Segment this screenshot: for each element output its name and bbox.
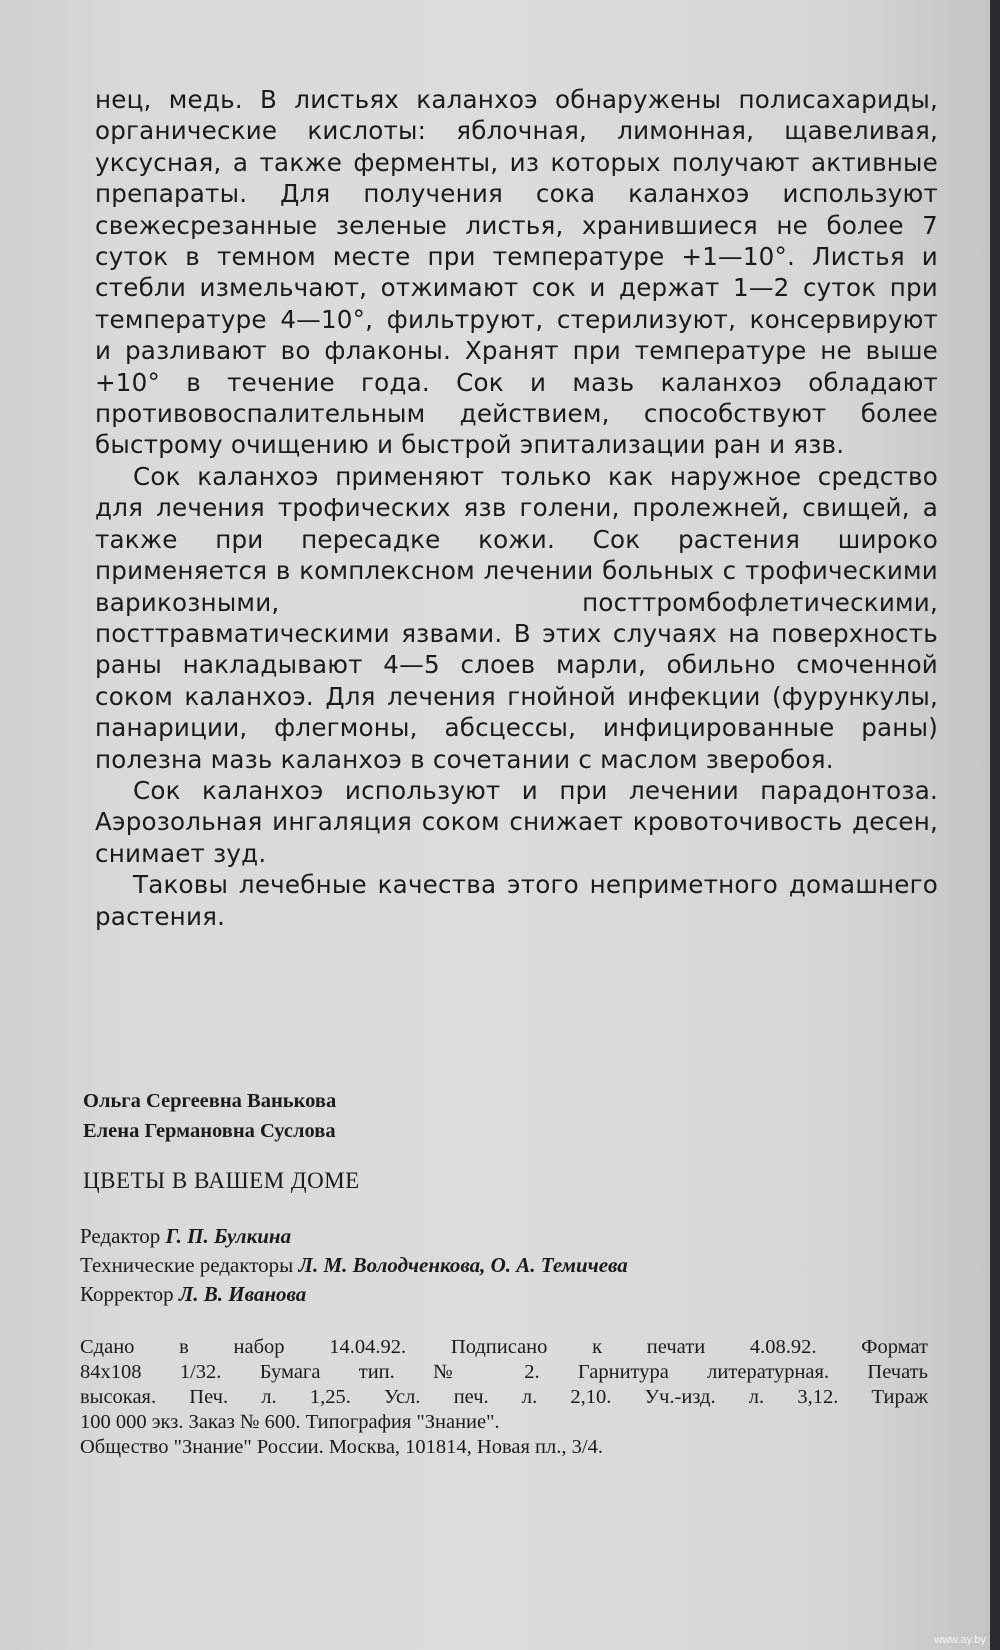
credit-line [80, 1251, 628, 1280]
paragraph: Таковы лечебные качества этого неприметного домашнего растения. [95, 870, 938, 931]
paragraph: нец, медь. В листьях каланхоэ обнаружены полисахариды, органические кислоты: яблочная, лимонная, щавеливая, уксусная, а также ферменты, из которых получают активные препараты. Для получения сока каланхоэ используют свежесрезанные зеленые листья, хранившиеся не более 7 суток в темном месте при температуре +1—10°. Листья и стебли измельчают, отжимают сок и держат 1—2 суток при температуре 4—10°, фильтруют, стерилизуют, консервируют и разливают во флаконы. Хранят при температуре не выше +10° в течение года. Сок и мазь каланхоэ обладают противовоспалительным действием, способствуют более быстрому очищению и быстрой эпитализации ран и язв. [95, 85, 938, 460]
imprint-line: высокая. Печ. л. 1,25. Усл. печ. л. 2,10. Уч.-изд. л. 3,12. Тираж [80, 1386, 928, 1408]
imprint-line: 100 000 экз. Заказ № 600. Типография "Знание". [80, 1411, 500, 1433]
credit-role: Технические редакторы [80, 1253, 294, 1277]
imprint-line: Сдано в набор 14.04.92. Подписано к печати 4.08.92. Формат [80, 1336, 928, 1358]
watermark: www.ay.by [934, 1634, 986, 1646]
imprint-line: Общество "Знание" России. Москва, 101814, Новая пл., 3/4. [80, 1436, 603, 1458]
authors-block [83, 1086, 336, 1146]
body-text [95, 84, 938, 932]
credit-person: Л. В. Иванова [178, 1282, 307, 1306]
paragraph: Сок каланхоэ используют и при лечении парадонтоза. Аэрозольная ингаляция соком снижает кровоточивость десен, снимает зуд. [95, 775, 938, 868]
credit-line [80, 1280, 628, 1309]
imprint-line: 84x108 1/32. Бумага тип. № 2. Гарнитура литературная. Печать [80, 1361, 928, 1383]
credit-person: Л. М. Володченкова, О. А. Темичева [298, 1253, 628, 1277]
book-title: ЦВЕТЫ В ВАШЕМ ДОМЕ [83, 1168, 360, 1193]
author-name: Ольга Сергеевна Ванькова [83, 1090, 337, 1112]
credits-block [80, 1222, 628, 1309]
credit-person: Г. П. Булкина [165, 1224, 292, 1248]
author-name: Елена Германовна Суслова [83, 1120, 336, 1142]
imprint-block [80, 1335, 928, 1460]
paragraph: Сок каланхоэ применяют только как наружное средство для лечения трофических язв голени, пролежней, свищей, а также при пересадке кожи. Сок растения широко применяется в комплексном лечении больных с трофическими варикозными, посттромбофлетическими, посттравматическими язвами. В этих случаях на поверхность раны накладывают 4—5 слоев марли, обильно смоченной соком каланхоэ. Для лечения гнойной инфекции (фурункулы, панариции, флегмоны, абсцессы, инфицированные раны) полезна мазь каланхоэ в сочетании с маслом зверобоя. [95, 461, 938, 774]
credit-role: Корректор [80, 1282, 174, 1306]
credit-role: Редактор [80, 1224, 161, 1248]
credit-line [80, 1222, 628, 1251]
